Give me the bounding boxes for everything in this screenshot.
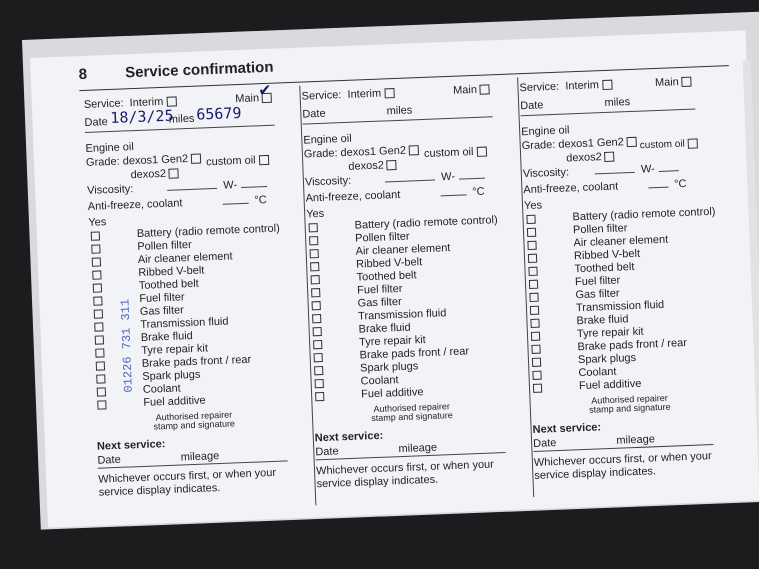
checklist-item: Fuel additive: [578, 377, 642, 393]
checklist-checkbox[interactable]: [94, 309, 103, 318]
checklist-checkbox[interactable]: [310, 249, 319, 258]
yes-label: Yes: [305, 207, 325, 221]
checklist-checkbox[interactable]: [312, 301, 321, 310]
checklist-item: Pollen filter: [572, 222, 628, 237]
dexos2-row: dexos2: [348, 160, 397, 173]
next-service-label: Next service:: [314, 429, 384, 445]
engine-oil-label: Engine oil: [303, 132, 352, 147]
checklist-checkbox[interactable]: [531, 345, 540, 354]
checklist-item: Brake fluid: [576, 313, 629, 328]
checklist-item: Air cleaner element: [573, 233, 669, 250]
interim-checkbox[interactable]: [602, 80, 612, 90]
checklist-item: Gas filter: [357, 295, 402, 310]
checklist-item: Coolant: [578, 365, 617, 380]
custom-oil-row: custom oil: [206, 155, 269, 168]
dexos2-row: dexos2: [130, 168, 179, 181]
custom-oil-checkbox[interactable]: [476, 147, 486, 157]
engine-oil-label: Engine oil: [85, 141, 135, 155]
grade-row: Grade: dexos1 Gen2: [522, 137, 637, 152]
checklist-checkbox[interactable]: [94, 322, 103, 331]
whichever-note: Whichever occurs first, or when your service display indicates.: [533, 450, 712, 482]
checklist-item: Tyre repair kit: [358, 334, 426, 349]
checklist-checkbox[interactable]: [314, 353, 323, 362]
stamp-label: Authorised repairer stamp and signature: [588, 392, 671, 415]
checklist-checkbox[interactable]: [95, 348, 104, 357]
dexos2-checkbox[interactable]: [169, 168, 179, 178]
checklist-checkbox[interactable]: [313, 327, 322, 336]
checklist-item: Battery (radio remote control): [572, 205, 716, 224]
checklist-checkbox[interactable]: [91, 231, 100, 240]
custom-oil-checkbox[interactable]: [688, 138, 698, 148]
checklist-item: Brake pads front / rear: [359, 345, 470, 362]
checklist-item: Air cleaner element: [355, 242, 451, 258]
checklist-item: Ribbed V-belt: [138, 264, 205, 279]
checklist-checkbox[interactable]: [92, 270, 101, 279]
whichever-note: Whichever occurs first, or when your service display indicates.: [315, 458, 495, 490]
next-service-label: Next service:: [532, 421, 602, 436]
checklist-item: Transmission fluid: [357, 307, 447, 323]
checklist-checkbox[interactable]: [526, 215, 535, 224]
checklist-checkbox[interactable]: [91, 244, 100, 253]
main-checkbox[interactable]: [682, 77, 692, 87]
checklist-checkbox[interactable]: [315, 392, 324, 401]
checklist-item: Toothed belt: [356, 269, 417, 284]
antifreeze-row: Anti-freeze, coolant °C: [523, 177, 687, 197]
yes-label: Yes: [523, 199, 543, 213]
viscosity-row: Viscosity: W-: [305, 171, 485, 189]
checklist-checkbox[interactable]: [528, 254, 537, 263]
next-service-label: Next service:: [96, 438, 166, 453]
checklist-checkbox[interactable]: [310, 262, 319, 271]
checklist-checkbox[interactable]: [93, 296, 102, 305]
checklist-item: Ribbed V-belt: [573, 247, 641, 263]
checklist-checkbox[interactable]: [95, 335, 104, 344]
checklist-checkbox[interactable]: [314, 366, 323, 375]
checklist-checkbox[interactable]: [532, 371, 541, 380]
antifreeze-row: Anti-freeze, coolant °C: [87, 194, 267, 213]
checklist-checkbox[interactable]: [92, 257, 101, 266]
custom-oil-checkbox[interactable]: [258, 155, 268, 165]
custom-oil-row: custom oil: [640, 138, 698, 151]
stamp-label: Authorised repairer stamp and signature: [153, 409, 236, 432]
handwritten-miles: 65679: [195, 103, 242, 124]
checklist-checkbox[interactable]: [97, 400, 106, 409]
custom-oil-row: custom oil: [424, 147, 487, 160]
checklist-item: Fuel filter: [356, 282, 403, 297]
date-miles-row: Date miles: [302, 104, 413, 121]
interim-checkbox[interactable]: [166, 97, 176, 107]
service-booklet-page: [30, 31, 759, 528]
checklist-item: Pollen filter: [354, 230, 410, 245]
page-number: 8: [78, 65, 88, 84]
dexos1-checkbox[interactable]: [191, 154, 201, 164]
checklist-item: Spark plugs: [142, 368, 201, 383]
checklist-checkbox[interactable]: [93, 283, 102, 292]
next-service-row: Date mileage: [315, 441, 438, 459]
checklist-checkbox[interactable]: [311, 275, 320, 284]
checklist-checkbox[interactable]: [532, 358, 541, 367]
checklist-item: Tyre repair kit: [141, 342, 209, 357]
checklist-item: Toothed belt: [138, 277, 199, 292]
checklist-item: Brake pads front / rear: [141, 353, 252, 370]
checklist-item: Spark plugs: [577, 351, 637, 367]
checklist-checkbox[interactable]: [527, 241, 536, 250]
stamp-label: Authorised repairer stamp and signature: [371, 401, 453, 424]
checklist-item: Spark plugs: [359, 360, 419, 375]
service-entry-1: [83, 78, 288, 499]
checklist-checkbox[interactable]: [533, 384, 542, 393]
checklist-checkbox[interactable]: [309, 223, 318, 232]
checklist-item: Toothed belt: [574, 260, 635, 276]
engine-oil-label: Engine oil: [520, 124, 570, 139]
checklist-item: Coolant: [360, 374, 399, 388]
checklist-item: Brake fluid: [140, 329, 194, 344]
service-type-row: Service: Interim Main: [84, 93, 273, 111]
checklist-item: Fuel additive: [143, 394, 206, 409]
service-entry-2: [301, 78, 506, 490]
checklist-item: Battery (radio remote control): [136, 222, 281, 241]
checklist-checkbox[interactable]: [528, 267, 537, 276]
date-miles-row: Date miles: [519, 95, 631, 113]
dexos1-checkbox[interactable]: [627, 137, 637, 147]
viscosity-row: Viscosity: W-: [523, 163, 679, 180]
checklist-checkbox[interactable]: [315, 379, 324, 388]
dexos2-checkbox[interactable]: [605, 152, 615, 162]
checklist-checkbox[interactable]: [531, 332, 540, 341]
checklist-item: Gas filter: [575, 287, 620, 302]
checklist-item: Transmission fluid: [575, 298, 665, 315]
checklist-checkbox[interactable]: [311, 288, 320, 297]
checklist-item: Brake pads front / rear: [577, 336, 688, 354]
dexos2-checkbox[interactable]: [387, 160, 397, 170]
checklist-item: Fuel filter: [574, 274, 621, 289]
interim-checkbox[interactable]: [384, 88, 394, 98]
checklist-checkbox[interactable]: [529, 280, 538, 289]
checklist-checkbox[interactable]: [309, 236, 318, 245]
grade-row: Grade: dexos1 Gen2: [86, 154, 201, 169]
dexos2-row: dexos2: [566, 152, 615, 165]
next-service-row: Date mileage: [97, 450, 220, 467]
dealer-stamp: 01226 731 311: [118, 298, 136, 393]
viscosity-row: Viscosity: W-: [87, 179, 267, 197]
checklist-item: Coolant: [142, 382, 181, 396]
handwritten-date: 18/3/25: [110, 106, 174, 127]
checklist-item: Ribbed V-belt: [355, 256, 423, 271]
page-title: Service confirmation: [124, 58, 274, 82]
checklist-checkbox[interactable]: [96, 361, 105, 370]
checklist-item: Transmission fluid: [140, 315, 229, 331]
checklist-item: Brake fluid: [358, 321, 411, 336]
yes-label: Yes: [88, 216, 107, 229]
checklist-checkbox[interactable]: [530, 306, 539, 315]
main-check-mark: ✔: [258, 78, 271, 101]
checklist-checkbox[interactable]: [96, 374, 105, 383]
main-checkbox[interactable]: [480, 84, 490, 94]
checklist-item: Fuel filter: [139, 291, 185, 305]
checklist-checkbox[interactable]: [529, 293, 538, 302]
checklist-checkbox[interactable]: [312, 314, 321, 323]
service-type-row: Service: Interim Main: [301, 84, 490, 102]
checklist-item: Gas filter: [139, 304, 185, 318]
service-type-row: Service: Interim Main: [519, 77, 692, 95]
service-entry-3: [519, 69, 724, 482]
checklist-item: Battery (radio remote control): [354, 214, 498, 232]
date-miles-row: Date miles: [84, 112, 195, 129]
antifreeze-row: Anti-freeze, coolant °C: [305, 185, 485, 205]
checklist-checkbox[interactable]: [527, 228, 536, 237]
dexos1-checkbox[interactable]: [409, 145, 419, 155]
checklist-2: [307, 214, 507, 401]
checklist-item: Pollen filter: [137, 238, 192, 254]
grade-row: Grade: dexos1 Gen2: [304, 145, 419, 160]
page-header: [78, 59, 273, 83]
checklist-checkbox[interactable]: [313, 340, 322, 349]
checklist-checkbox[interactable]: [530, 319, 539, 328]
checklist-item: Tyre repair kit: [576, 325, 644, 341]
next-service-row: Date mileage: [532, 433, 656, 450]
checklist-item: Fuel additive: [360, 386, 424, 401]
checklist-item: Air cleaner element: [137, 250, 233, 267]
checklist-checkbox[interactable]: [97, 387, 106, 396]
whichever-note: Whichever occurs first, or when your service display indicates.: [98, 466, 277, 499]
